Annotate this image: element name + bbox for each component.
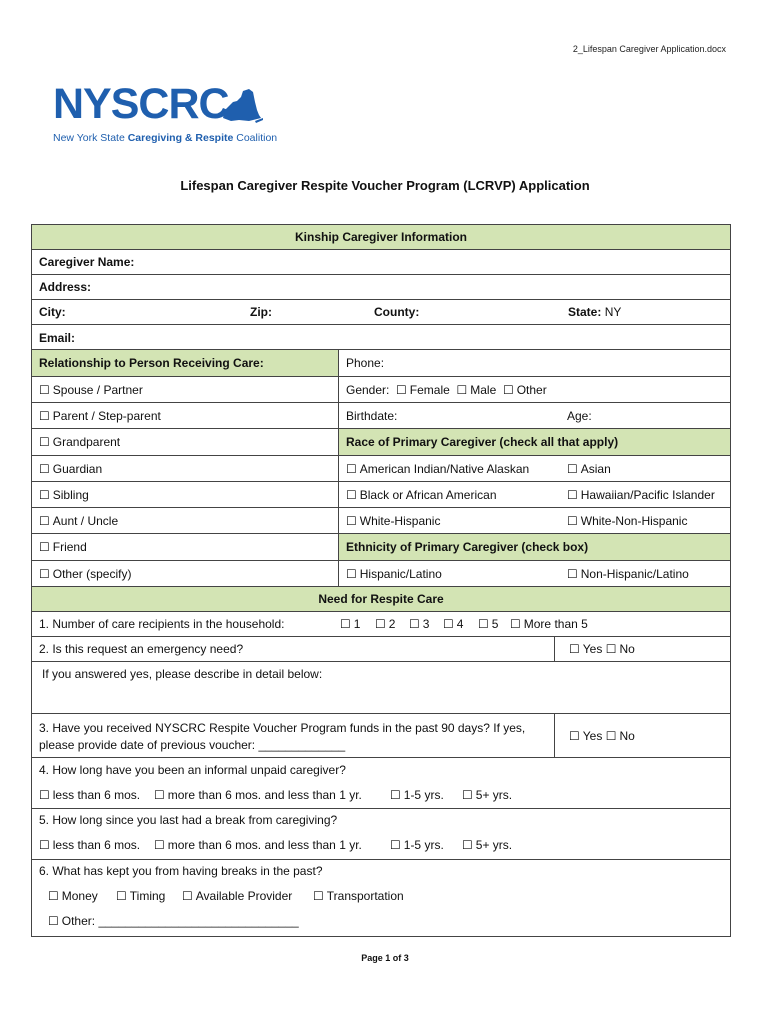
relationship-header: Relationship to Person Receiving Care: — [32, 350, 338, 376]
q5-label: 5. How long since you last had a break from caregiving? — [39, 813, 338, 827]
q1-label: 1. Number of care recipients in the household: — [39, 617, 285, 631]
state-label: State: — [568, 305, 602, 319]
checkbox-race-white-non-hispanic[interactable]: ☐ White-Non-Hispanic — [567, 514, 687, 528]
section-header-respite: Need for Respite Care — [32, 587, 730, 612]
relationship-row-3 — [32, 429, 730, 456]
checkbox-race-hawaiian[interactable]: ☐ Hawaiian/Pacific Islander — [567, 488, 715, 502]
checkbox-emergency-yes[interactable]: ☐ Yes — [569, 642, 602, 656]
checkbox-previous-funds-no[interactable]: ☐ No — [606, 729, 635, 743]
q2-detail-row[interactable] — [32, 662, 730, 714]
q6-row — [32, 860, 730, 937]
checkbox-recipients-2[interactable]: ☐ 2 — [375, 617, 395, 631]
checkbox-aunt-uncle[interactable]: ☐ Aunt / Uncle — [39, 514, 118, 528]
checkbox-barrier-provider[interactable]: ☐ Available Provider — [182, 889, 292, 903]
checkbox-break-1-5yrs[interactable]: ☐ 1-5 yrs. — [390, 838, 444, 852]
checkbox-spouse-partner[interactable]: ☐ Spouse / Partner — [39, 383, 143, 397]
checkbox-friend[interactable]: ☐ Friend — [39, 540, 87, 554]
checkbox-ethnicity-hispanic[interactable]: ☐ Hispanic/Latino — [346, 567, 442, 581]
race-header: Race of Primary Caregiver (check all that apply) — [338, 429, 730, 455]
checkbox-break-less-6mos[interactable]: ☐ less than 6 mos. — [39, 838, 140, 852]
new-york-state-icon — [219, 88, 264, 126]
q2-row — [32, 637, 730, 662]
logo-wordmark: NYSCRC — [53, 80, 229, 128]
application-form — [31, 224, 731, 937]
checkbox-barrier-transportation[interactable]: ☐ Transportation — [313, 889, 404, 903]
checkbox-ethnicity-non-hispanic[interactable]: ☐ Non-Hispanic/Latino — [567, 567, 689, 581]
checkbox-barrier-timing[interactable]: ☐ Timing — [116, 889, 165, 903]
checkbox-gender-male[interactable]: ☐ Male — [456, 383, 496, 397]
checkbox-caregiver-1-5yrs[interactable]: ☐ 1-5 yrs. — [390, 788, 444, 802]
section-header-kinship: Kinship Caregiver Information — [32, 225, 730, 250]
age-label[interactable]: Age: — [567, 408, 592, 423]
state-value: NY — [604, 305, 622, 319]
phone-label[interactable]: Phone: — [338, 350, 730, 376]
checkbox-race-asian[interactable]: ☐ Asian — [567, 462, 611, 476]
relationship-row-1 — [32, 377, 730, 403]
nyscrc-logo — [53, 80, 278, 148]
q5-row — [32, 809, 730, 860]
q3-label: 3. Have you received NYSCRC Respite Voucher Program funds in the past 90 days? If yes, please provide date of previous voucher: _____________ — [39, 721, 526, 752]
state-field — [568, 305, 621, 319]
relationship-phone-row — [32, 350, 730, 377]
email-row[interactable] — [32, 325, 730, 350]
county-label: County: — [374, 305, 420, 319]
page-title: Lifespan Caregiver Respite Voucher Program (LCRVP) Application — [180, 178, 590, 193]
checkbox-barrier-other[interactable]: ☐ Other: ______________________________ — [48, 914, 299, 928]
logo-subtitle: New York State Caregiving & Respite Coalition — [53, 132, 278, 144]
q1-row — [32, 612, 730, 637]
checkbox-gender-other[interactable]: ☐ Other — [503, 383, 547, 397]
checkbox-caregiver-6mos-1yr[interactable]: ☐ more than 6 mos. and less than 1 yr. — [154, 788, 362, 802]
relationship-row-7 — [32, 534, 730, 561]
checkbox-previous-funds-yes[interactable]: ☐ Yes — [569, 729, 602, 743]
caregiver-name-row[interactable] — [32, 250, 730, 275]
checkbox-gender-female[interactable]: ☐ Female — [396, 383, 450, 397]
zip-label: Zip: — [250, 305, 272, 319]
address-row[interactable] — [32, 275, 730, 300]
document-filename: 2_Lifespan Caregiver Application.docx — [572, 44, 726, 54]
checkbox-break-6mos-1yr[interactable]: ☐ more than 6 mos. and less than 1 yr. — [154, 838, 362, 852]
checkbox-race-black[interactable]: ☐ Black or African American — [346, 488, 497, 502]
checkbox-grandparent[interactable]: ☐ Grandparent — [39, 435, 120, 449]
checkbox-caregiver-5plus[interactable]: ☐ 5+ yrs. — [462, 788, 512, 802]
q2-label: 2. Is this request an emergency need? — [39, 642, 244, 656]
q6-label: 6. What has kept you from having breaks in the past? — [39, 864, 323, 878]
q2-detail-label: If you answered yes, please describe in detail below: — [42, 667, 323, 681]
address-label: Address: — [39, 280, 92, 294]
relationship-row-4 — [32, 456, 730, 482]
checkbox-barrier-money[interactable]: ☐ Money — [48, 889, 98, 903]
page-number: Page 1 of 3 — [361, 953, 409, 963]
birthdate-label[interactable]: Birthdate: — [346, 408, 398, 423]
relationship-row-5 — [32, 482, 730, 508]
relationship-row-2 — [32, 403, 730, 429]
checkbox-parent[interactable]: ☐ Parent / Step-parent — [39, 409, 161, 423]
checkbox-recipients-1[interactable]: ☐ 1 — [340, 617, 360, 631]
checkbox-recipients-3[interactable]: ☐ 3 — [409, 617, 429, 631]
checkbox-race-american-indian[interactable]: ☐ American Indian/Native Alaskan — [346, 462, 529, 476]
city-label: City: — [39, 305, 66, 319]
relationship-row-8 — [32, 561, 730, 587]
checkbox-break-5plus[interactable]: ☐ 5+ yrs. — [462, 838, 512, 852]
checkbox-recipients-4[interactable]: ☐ 4 — [443, 617, 463, 631]
caregiver-name-label: Caregiver Name: — [39, 255, 135, 269]
q3-row — [32, 714, 730, 758]
checkbox-sibling[interactable]: ☐ Sibling — [39, 488, 89, 502]
checkbox-caregiver-less-6mos[interactable]: ☐ less than 6 mos. — [39, 788, 140, 802]
city-zip-row — [32, 300, 730, 325]
gender-label: Gender: — [346, 382, 390, 397]
checkbox-recipients-5[interactable]: ☐ 5 — [478, 617, 498, 631]
checkbox-race-white-hispanic[interactable]: ☐ White-Hispanic — [346, 514, 440, 528]
checkbox-guardian[interactable]: ☐ Guardian — [39, 462, 102, 476]
q4-row — [32, 758, 730, 809]
checkbox-emergency-no[interactable]: ☐ No — [606, 642, 635, 656]
email-label: Email: — [39, 331, 76, 345]
ethnicity-header: Ethnicity of Primary Caregiver (check box) — [338, 534, 730, 560]
checkbox-recipients-more-than-5[interactable]: ☐ More than 5 — [510, 617, 588, 631]
relationship-row-6 — [32, 508, 730, 534]
q4-label: 4. How long have you been an informal unpaid caregiver? — [39, 763, 346, 777]
checkbox-other-specify[interactable]: ☐ Other (specify) — [39, 567, 131, 581]
